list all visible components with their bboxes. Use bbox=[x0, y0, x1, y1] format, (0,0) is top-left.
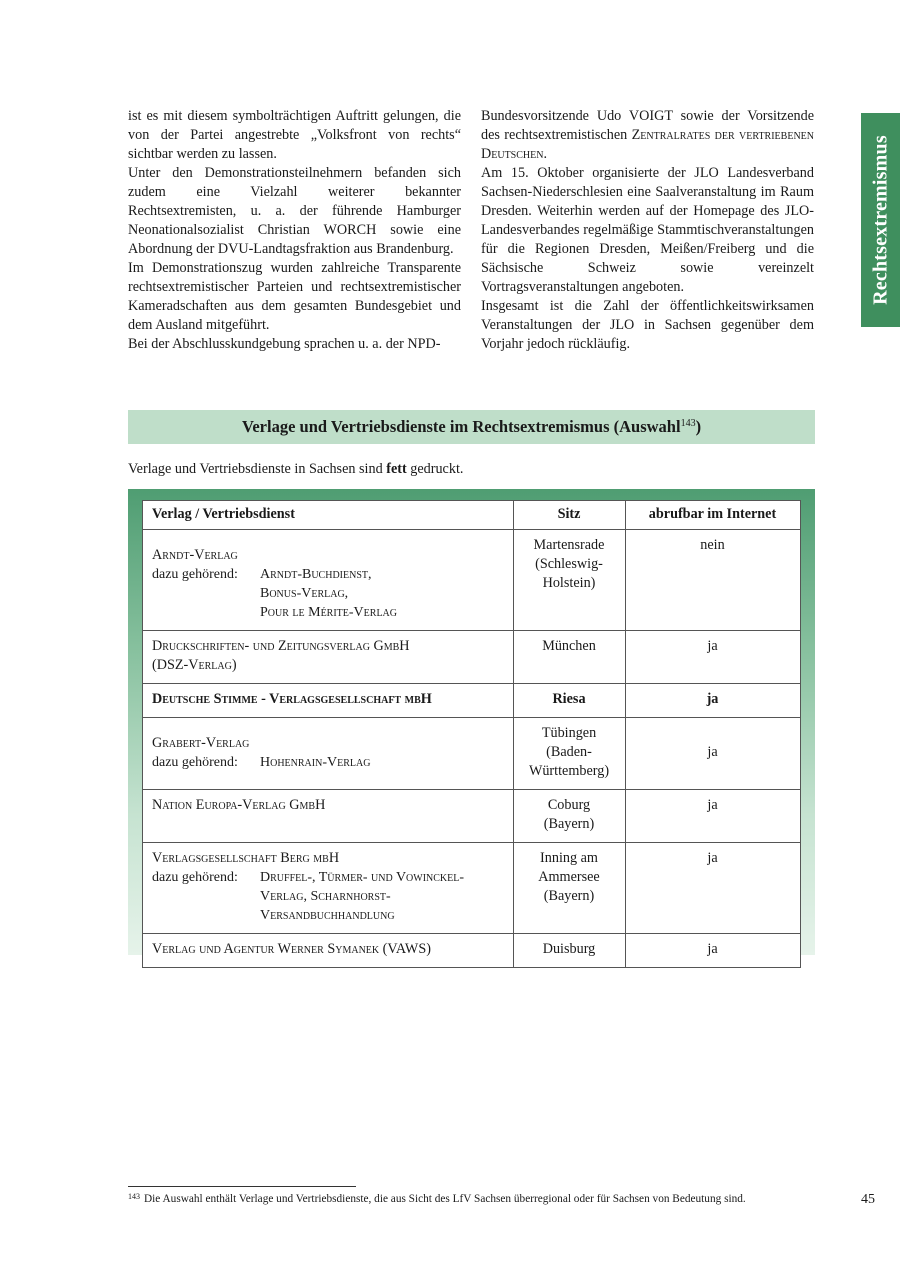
paragraph: Insgesamt ist die Zahl der öffentlichkeitswirksamen Veranstaltungen der JLO in Sachsen gegenüber dem Vorjahr jedoch rückläufig. bbox=[481, 298, 814, 352]
location-cell: München bbox=[514, 631, 626, 684]
internet-cell: nein bbox=[626, 530, 801, 631]
paragraph: Bundesvorsitzende Udo VOIGT sowie der Vorsitzende des rechtsextremistischen Zentralrates der vertriebenen Deutschen. bbox=[481, 108, 814, 162]
location-cell: Riesa bbox=[514, 684, 626, 718]
publisher-cell bbox=[143, 530, 514, 631]
affiliate-name: Bonus-Verlag, bbox=[260, 586, 349, 601]
paragraph: Unter den Demonstrationsteilnehmern befanden sich zudem eine Vielzahl weiterer bekannter Rechtsextremisten, u. a. der führende Hamburger Neonationalsozialist Christian WORCH sowie eine Abordnung der DVU-Landtagsfraktion aus Brandenburg. bbox=[128, 165, 461, 257]
internet-cell: ja bbox=[626, 631, 801, 684]
publisher-name: Arndt-Verlag bbox=[152, 547, 238, 563]
internet-cell: ja bbox=[626, 684, 801, 718]
paragraph: Bei der Abschlusskundgebung sprachen u. a. der NPD- bbox=[128, 336, 441, 352]
organization-name: Zentralrates der vertriebenen Deutschen bbox=[481, 127, 814, 162]
table-intro-note: Verlage und Vertriebsdienste in Sachsen sind fett gedruckt. bbox=[128, 461, 464, 477]
table-frame bbox=[128, 489, 815, 955]
footnote-reference: 143 bbox=[680, 418, 696, 429]
publisher-name: (DSZ-Verlag) bbox=[152, 657, 237, 673]
table-row bbox=[143, 684, 801, 718]
chapter-side-tab bbox=[861, 113, 900, 327]
table-header-row bbox=[143, 501, 801, 530]
paragraph: Am 15. Oktober organisierte der JLO Landesverband Sachsen-Niederschlesien eine Saalveranstaltung im Raum Dresden. Weiterhin werden auf der Homepage des JLO-Landesverbandes regelmäßige Stammtischveranstaltungen für die Regionen Dresden, Meißen/Freiberg und die Sächsische Schweiz sowie vereinzelt Vortragsveranstaltungen angeboten. bbox=[481, 165, 814, 295]
footnote bbox=[128, 1192, 746, 1207]
column-header: abrufbar im Internet bbox=[626, 501, 801, 530]
paragraph: ist es mit diesem symbolträchtigen Auftritt gelungen, die von der Partei angestrebte „Volksfront von rechts“ sichtbar werden zu lassen. bbox=[128, 108, 461, 162]
table-row bbox=[143, 631, 801, 684]
page-number: 45 bbox=[861, 1192, 875, 1207]
paragraph: Im Demonstrationszug wurden zahlreiche Transparente rechtsextremistischer Parteien und rechtsextremistischer Kameradschaften aus dem gesamten Bundesgebiet und dem Ausland mitgeführt. bbox=[128, 260, 461, 333]
chapter-tab-label: Rechtsextremismus bbox=[869, 135, 891, 305]
footnote-divider bbox=[128, 1186, 356, 1187]
publisher-name: Verlagsgesellschaft Berg mbH bbox=[152, 850, 340, 866]
table-row bbox=[143, 530, 801, 631]
publisher-cell bbox=[143, 718, 514, 790]
right-text-column bbox=[481, 107, 814, 354]
affiliates: dazu gehörend: Arndt-Buchdienst, Bonus-Verlag, Pour le Mérite-Verlag bbox=[152, 567, 397, 620]
location-cell: Duisburg bbox=[514, 934, 626, 968]
publisher-name: Grabert-Verlag bbox=[152, 734, 250, 751]
section-heading: Verlage und Vertriebsdienste im Rechtsextremismus (Auswahl$^{143}$) bbox=[128, 410, 815, 444]
affiliate-name: Arndt-Buchdienst, bbox=[260, 567, 372, 582]
location-cell: Tübingen (Baden-Württemberg) bbox=[514, 718, 626, 790]
internet-cell: ja bbox=[626, 934, 801, 968]
location-cell: Coburg (Bayern) bbox=[514, 790, 626, 843]
location-cell: Inning am Ammersee (Bayern) bbox=[514, 843, 626, 934]
publishers-table bbox=[142, 500, 801, 968]
left-text-column bbox=[128, 107, 461, 354]
table-row bbox=[143, 934, 801, 968]
internet-cell: ja bbox=[626, 843, 801, 934]
table-row bbox=[143, 843, 801, 934]
publisher-name: Druckschriften- und Zeitungsverlag GmbH bbox=[152, 638, 410, 654]
column-header: Verlag / Vertriebsdienst bbox=[143, 501, 514, 530]
footnote-text: Die Auswahl enthält Verlage und Vertriebsdienste, die aus Sicht des LfV Sachsen überregional oder für Sachsen von Bedeutung sind. bbox=[144, 1193, 746, 1205]
internet-cell: ja bbox=[626, 718, 801, 790]
publisher-cell: Nation Europa-Verlag GmbH bbox=[143, 790, 514, 843]
affiliate-name: Hohenrain-Verlag bbox=[260, 754, 371, 770]
publisher-cell bbox=[143, 631, 514, 684]
location-cell: Martensrade (Schleswig-Holstein) bbox=[514, 530, 626, 631]
affiliates: dazu gehörend: Druffel-, Türmer- und Vowinckel-Verlag, Scharnhorst-Versandbuchhandlung bbox=[152, 868, 503, 925]
affiliates: dazu gehörend: Hohenrain-Verlag bbox=[152, 753, 503, 772]
publisher-cell: Verlag und Agentur Werner Symanek (VAWS) bbox=[143, 934, 514, 968]
internet-cell: ja bbox=[626, 790, 801, 843]
column-header: Sitz bbox=[514, 501, 626, 530]
publisher-cell: Deutsche Stimme - Verlagsgesellschaft mbH bbox=[143, 684, 514, 718]
table-row bbox=[143, 718, 801, 790]
affiliate-name: Pour le Mérite-Verlag bbox=[260, 605, 397, 620]
affiliate-name: Druffel-, Türmer- und Vowinckel-Verlag, Scharnhorst-Versandbuchhandlung bbox=[260, 870, 465, 923]
publisher-cell bbox=[143, 843, 514, 934]
footnote-number: 143 bbox=[128, 1192, 140, 1201]
table-row bbox=[143, 790, 801, 843]
